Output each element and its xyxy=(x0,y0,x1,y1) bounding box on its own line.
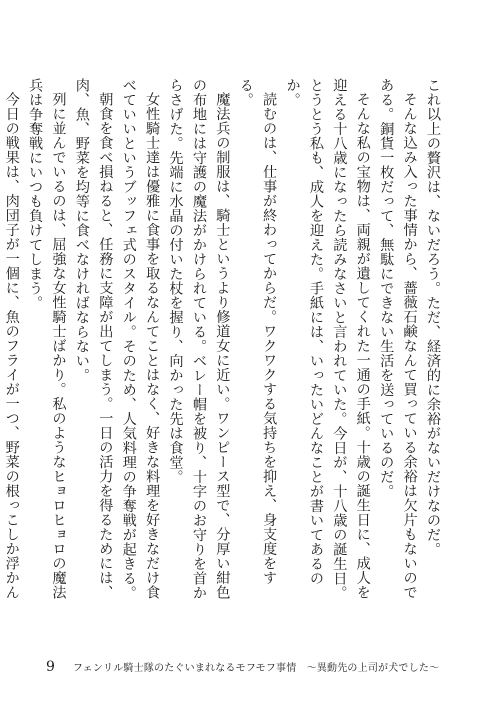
paragraph-2: そんな込み入った事情から、薔薇石鹸なんて買っている余裕は欠片もないのである。銅貨一枚だって、無駄にできない生活を送っているのだ。 xyxy=(378,78,418,600)
paragraph-3: そんな私の宝物は、両親が遺してくれた一通の手紙。十歳の誕生日に、成人を迎える十八歳になったら読みなさいと言われていた。今日が、十八歳の誕生日。とうとう私も、成人を迎えた。手紙には、いったいどんなことが書いてあるのか。 xyxy=(284,78,371,600)
paragraph-1: これ以上の贅沢は、ないだろう。ただ、経済的に余裕がないだけなのだ。 xyxy=(425,78,441,557)
paragraph-8: 列に並んでいるのは、屈強な女性騎士ばかり。私のようなヒョロヒョロの魔法兵は争奪戦にいつも負けてしまう。 xyxy=(27,78,67,600)
paragraph-4: 読むのは、仕事が終わってからだ。ワクワクする気持ちを抑え、身支度をする。 xyxy=(237,78,278,586)
page-footer xyxy=(46,659,439,679)
paragraph-9: 今日の戦果は、肉団子が一個に、魚のフライが一つ、野菜の根っこしか浮かん xyxy=(3,92,20,600)
vertical-text-body xyxy=(3,78,444,606)
running-title: フェンリル騎士隊のたぐいまれなるモフモフ事情 ～異動先の上司が犬でした～ xyxy=(72,663,440,674)
paragraph-7: 朝食を食べ損ねると、任務に支障が出てしまう。一日の活力を得るためには、肉、魚、野菜を均等に食べなければならない。 xyxy=(73,78,114,600)
paragraph-5: 魔法兵の制服は、騎士というより修道女に近い。ワンピース型で、分厚い紺色の布地には守護の魔法がかけられている。ベレー帽を被り、十字のお守りを首からさげた。先端に水晶の付いた杖を握り、向かった先は食堂。 xyxy=(167,78,231,600)
page-number: 9 xyxy=(46,659,55,675)
paragraph-6: 女性騎士達は優雅に食事を取るなんてことはなく、好きな料理を好きなだけ食べていいというブッフェ式のスタイル。そのため、人気料理の争奪戦が起きる。 xyxy=(120,78,161,600)
